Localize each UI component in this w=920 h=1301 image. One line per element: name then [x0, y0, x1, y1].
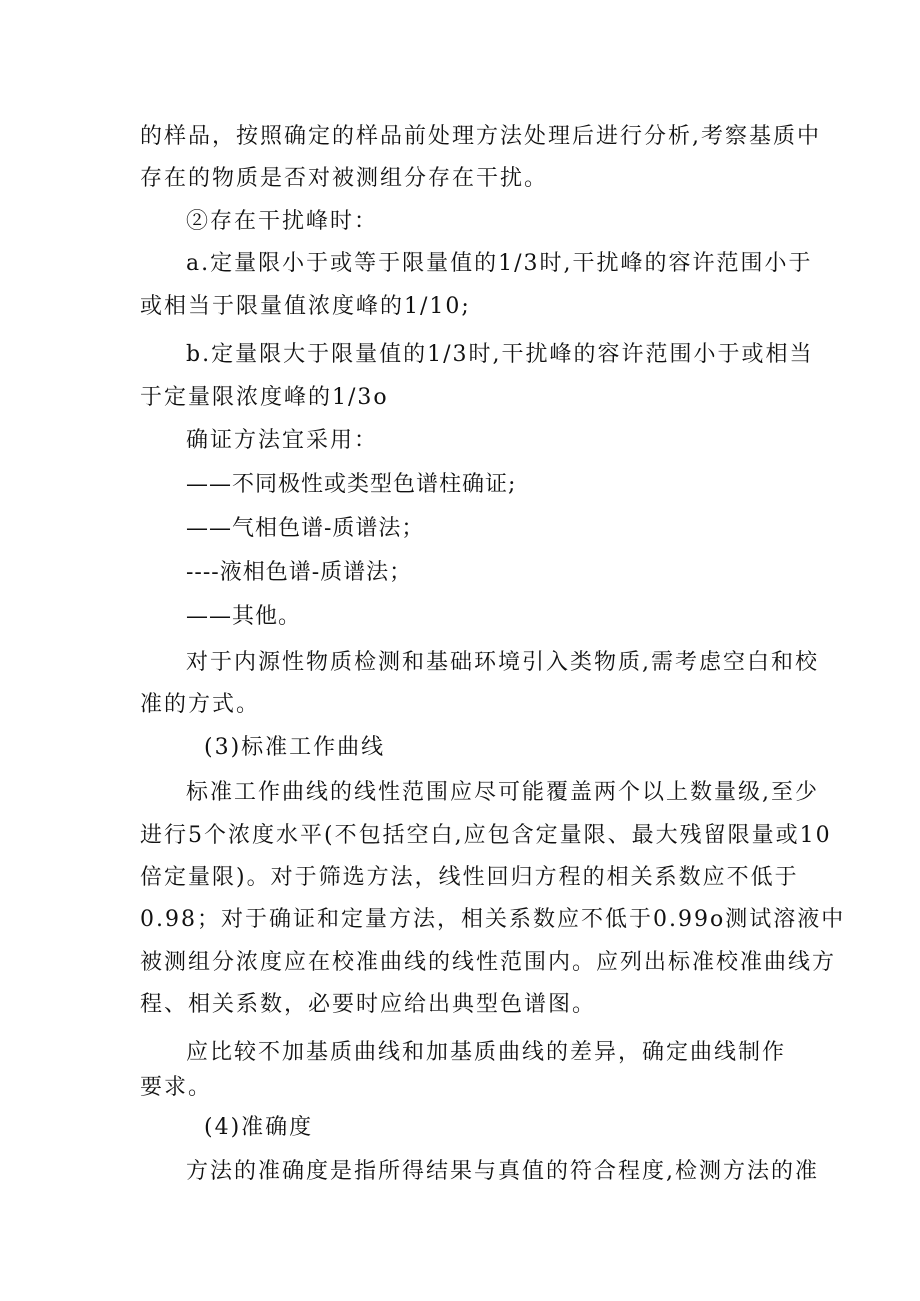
text-line: 应比较不加基质曲线和加基质曲线的差异，确定曲线制作 — [186, 1040, 787, 1065]
text-line: b.定量限大于限量值的1/3时,干扰峰的容许范围小于或相当 — [186, 342, 814, 367]
text-line: a.定量限小于或等于限量值的1/3时,干扰峰的容许范围小于 — [186, 251, 813, 276]
list-item: ——其他。 — [186, 604, 302, 629]
section-heading: (4)准确度 — [204, 1115, 314, 1140]
text-line: 进行5个浓度水平(不包括空白,应包含定量限、最大残留限量或10 — [140, 823, 832, 848]
text-line: 程、相关系数，必要时应给出典型色谱图。 — [140, 992, 597, 1017]
text-line: 方法的准确度是指所得结果与真值的符合程度,检测方法的准 — [186, 1159, 819, 1184]
text-line: 存在的物质是否对被测组分存在干扰。 — [140, 166, 549, 191]
list-item: ——气相色谱-质谱法； — [186, 516, 425, 541]
text-line: 倍定量限)。对于筛选方法，线性回归方程的相关系数应不低于 — [140, 865, 799, 890]
list-heading: ②存在干扰峰时： — [186, 209, 379, 234]
text-line: 确证方法宜采用： — [186, 428, 379, 453]
list-item: ----液相色谱-质谱法； — [186, 560, 413, 585]
section-heading: (3)标准工作曲线 — [204, 735, 386, 760]
text-line: 对于内源性物质检测和基础环境引入类物质,需考虑空白和校 — [186, 650, 819, 675]
text-line: 0.98；对于确证和定量方法，相关系数应不低于0.99o测试溶液中 — [140, 907, 846, 932]
text-line: 要求。 — [140, 1075, 213, 1100]
text-line: 于定量限浓度峰的1/3o — [140, 385, 389, 410]
text-line: 被测组分浓度应在校准曲线的线性范围内。应列出标准校准曲线方 — [140, 950, 837, 975]
text-line: 的样品，按照确定的样品前处理方法处理后进行分析,考察基质中 — [140, 124, 821, 149]
text-line: 或相当于限量值浓度峰的1/10; — [140, 294, 471, 319]
list-item: ——不同极性或类型色谱柱确证; — [186, 472, 517, 497]
text-line: 准的方式。 — [140, 692, 261, 717]
text-line: 标准工作曲线的线性范围应尽可能覆盖两个以上数量级,至少 — [186, 780, 819, 805]
